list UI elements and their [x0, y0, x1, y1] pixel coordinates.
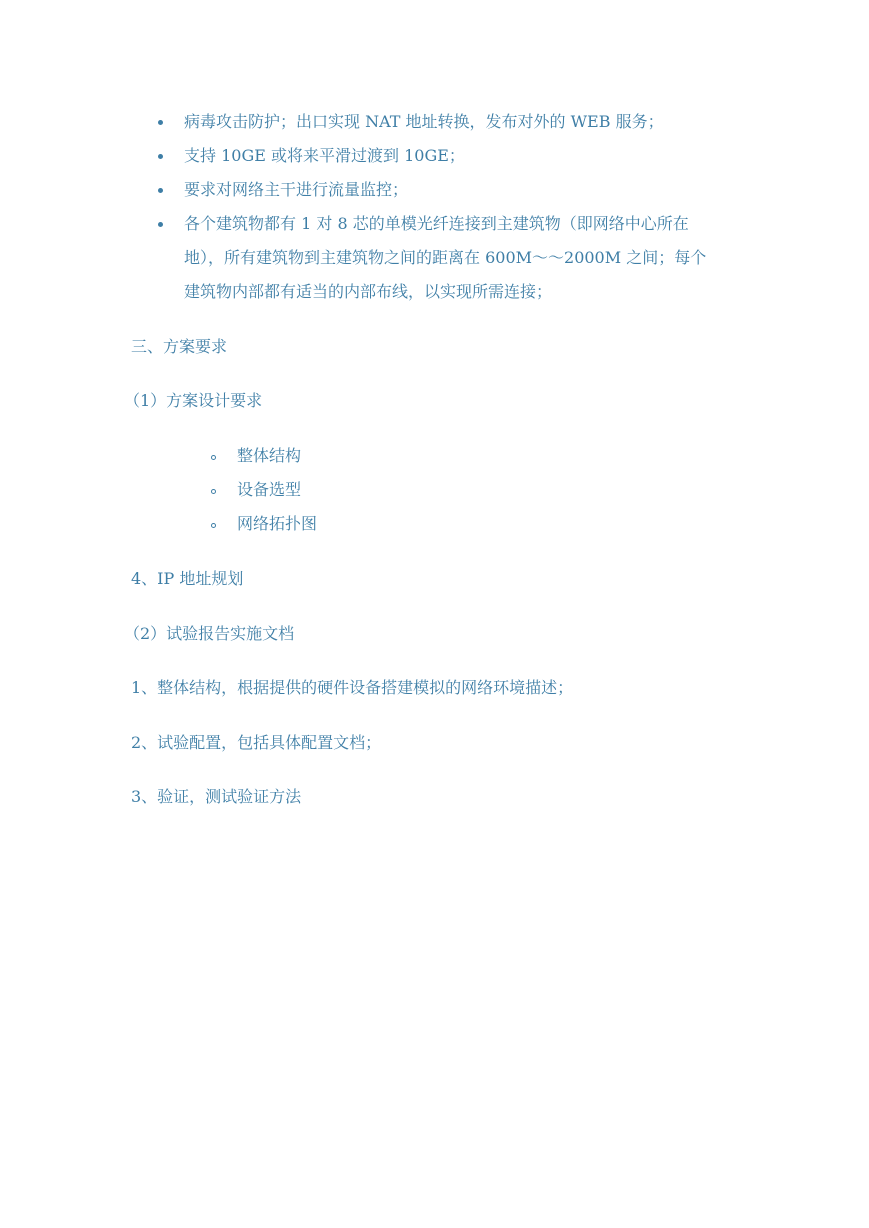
- circle-bullet-icon: [211, 455, 216, 460]
- numbered-item: 1、整体结构，根据提供的硬件设备搭建模拟的网络环境描述；: [131, 678, 574, 697]
- circle-bullet-icon: [211, 489, 216, 494]
- bullet-dot-icon: [158, 154, 163, 159]
- section-heading: 三、方案要求: [131, 337, 228, 356]
- bullet-item-line: 地），所有建筑物到主建筑物之间的距离在 600M～～2000M 之间；每个: [184, 248, 707, 267]
- bullet-dot-icon: [158, 188, 163, 193]
- bullet-item: 支持 10GE 或将来平滑过渡到 10GE；: [184, 146, 465, 165]
- bullet-item: 病毒攻击防护；出口实现 NAT 地址转换，发布对外的 WEB 服务；: [184, 112, 664, 131]
- bullet-dot-icon: [158, 222, 163, 227]
- bullet-item-line: 建筑物内部都有适当的内部布线，以实现所需连接；: [184, 282, 553, 301]
- numbered-item: 2、试验配置，包括具体配置文档；: [131, 733, 382, 752]
- bullet-item: 要求对网络主干进行流量监控；: [184, 180, 409, 199]
- bullet-dot-icon: [158, 120, 163, 125]
- subsection-heading: （2）试验报告实施文档: [124, 624, 295, 643]
- sub-list-item: 整体结构: [237, 446, 302, 465]
- sub-list-item: 设备选型: [237, 480, 302, 499]
- ip-plan-item: 4、IP 地址规划: [131, 569, 244, 588]
- bullet-item-line: 各个建筑物都有 1 对 8 芯的单模光纤连接到主建筑物（即网络中心所在: [184, 214, 689, 233]
- subsection-heading: （1）方案设计要求: [124, 391, 263, 410]
- sub-list-item: 网络拓扑图: [237, 514, 318, 533]
- circle-bullet-icon: [211, 523, 216, 528]
- numbered-item: 3、验证，测试验证方法: [131, 787, 302, 806]
